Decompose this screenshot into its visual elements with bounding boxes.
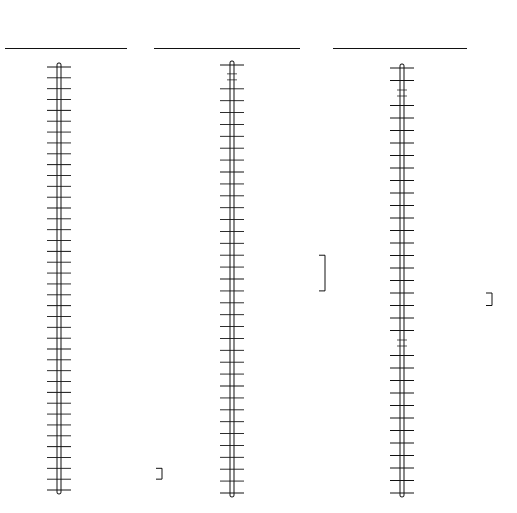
header-underline — [154, 48, 300, 49]
header-underline — [333, 48, 467, 49]
chromosome-bar — [57, 63, 61, 494]
header-underline — [5, 48, 127, 49]
